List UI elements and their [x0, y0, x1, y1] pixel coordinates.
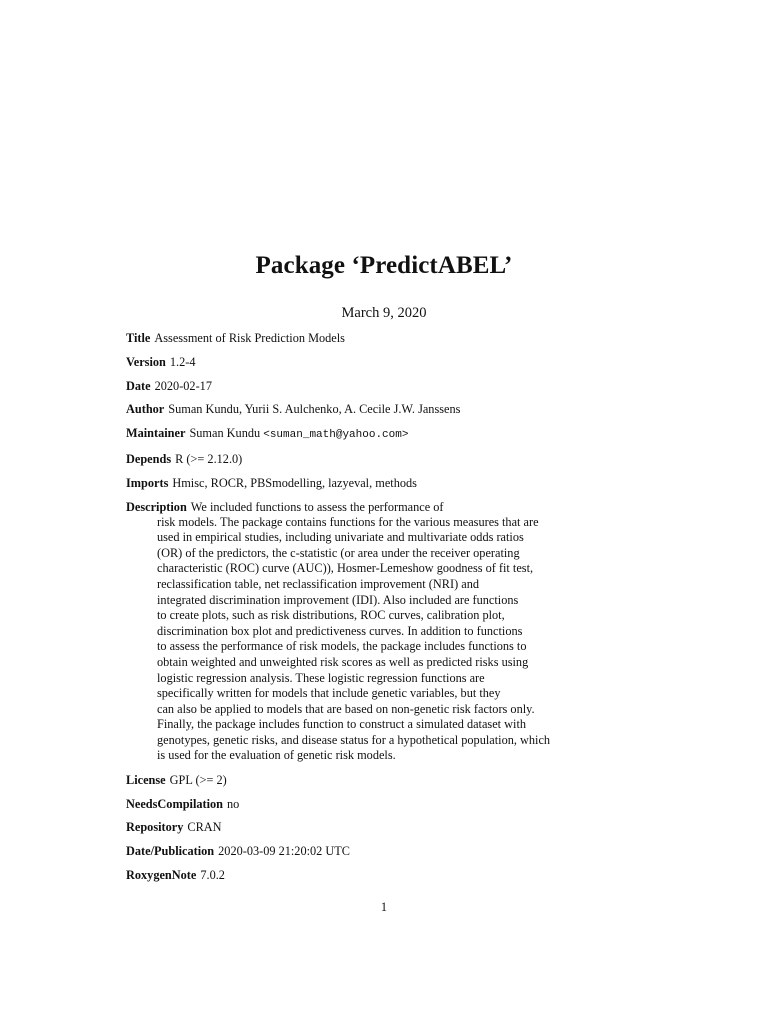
description-line: logistic regression analysis. These logistic regression functions are	[157, 670, 485, 685]
field-roxygen-note	[126, 868, 626, 883]
description-line: obtain weighted and unweighted risk scores as well as predicted risks using	[157, 654, 529, 669]
field-value-date: 2020-02-17	[154, 378, 212, 393]
field-depends	[126, 452, 626, 467]
package-fields	[126, 331, 626, 883]
description-line: risk models. The package contains functions for the various measures that are	[157, 514, 539, 529]
field-value-license: GPL (>= 2)	[169, 772, 227, 787]
field-title	[126, 331, 626, 346]
description-line: Finally, the package includes function to construct a simulated dataset with	[157, 717, 527, 732]
field-author	[126, 402, 626, 417]
field-needs-compilation	[126, 797, 626, 812]
field-label-author: Author	[126, 402, 165, 417]
field-license	[126, 773, 626, 788]
field-value-date-publication: 2020-03-09 21:20:02 UTC	[218, 844, 350, 859]
description-line: to assess the performance of risk models, the package includes functions to	[157, 639, 527, 654]
field-repository	[126, 820, 626, 835]
field-label-imports: Imports	[126, 475, 169, 490]
document-date: March 9, 2020	[341, 305, 427, 321]
description-line: reclassification table, net reclassification improvement (NRI) and	[157, 576, 479, 591]
field-value-depends: R (>= 2.12.0)	[175, 451, 243, 466]
field-value-repository: CRAN	[187, 820, 222, 835]
package-title: Package ‘PredictABEL’	[255, 252, 513, 279]
field-maintainer	[126, 426, 626, 443]
field-label-depends: Depends	[126, 451, 172, 466]
maintainer-email: <suman_math@yahoo.com>	[263, 429, 409, 442]
field-value-title: Assessment of Risk Prediction Models	[154, 331, 345, 345]
description-line: discrimination box plot and predictiveness curves. In addition to functions	[157, 623, 523, 638]
description-line: genotypes, genetic risks, and disease status for a hypothetical population, which	[157, 732, 551, 747]
field-label-license: License	[126, 772, 166, 787]
description-first-line: We included functions to assess the performance of	[190, 499, 444, 514]
field-version	[126, 355, 626, 370]
field-label-needs-compilation: NeedsCompilation	[126, 796, 224, 811]
description-line: can also be applied to models that are based on non-genetic risk factors only.	[157, 701, 535, 716]
description-line: to create plots, such as risk distributions, ROC curves, calibration plot,	[157, 608, 505, 623]
description-line: is used for the evaluation of genetic risk models.	[157, 748, 396, 763]
field-label-date-publication: Date/Publication	[126, 844, 215, 859]
description-line: used in empirical studies, including univariate and multivariate odds ratios	[157, 530, 524, 545]
field-date	[126, 379, 626, 394]
field-label-description: Description	[126, 499, 187, 514]
field-value-maintainer: Suman Kundu	[189, 426, 261, 441]
field-label-repository: Repository	[126, 820, 184, 835]
field-description	[126, 500, 626, 765]
page-number: 1	[380, 900, 388, 914]
field-imports	[126, 476, 626, 491]
field-value-roxygen-note: 7.0.2	[200, 868, 225, 883]
field-label-version: Version	[126, 354, 166, 369]
description-line: characteristic (ROC) curve (AUC)), Hosmer-Lemeshow goodness of fit test,	[157, 561, 534, 576]
field-label-roxygen-note: RoxygenNote	[126, 868, 197, 883]
field-value-version: 1.2-4	[169, 354, 196, 369]
field-value-author: Suman Kundu, Yurii S. Aulchenko, A. Cecile J.W. Janssens	[168, 402, 461, 417]
description-body	[157, 515, 626, 765]
field-value-needs-compilation: no	[227, 796, 240, 811]
description-line: integrated discrimination improvement (IDI). Also included are functions	[157, 592, 519, 607]
field-label-maintainer: Maintainer	[126, 426, 186, 441]
description-line: specifically written for models that include genetic variables, but they	[157, 686, 501, 701]
field-date-publication	[126, 844, 626, 859]
field-label-date: Date	[126, 378, 151, 393]
field-label-title: Title	[126, 331, 151, 345]
description-line: (OR) of the predictors, the c-statistic (or area under the receiver operating	[157, 545, 520, 560]
field-value-imports: Hmisc, ROCR, PBSmodelling, lazyeval, methods	[172, 475, 417, 490]
